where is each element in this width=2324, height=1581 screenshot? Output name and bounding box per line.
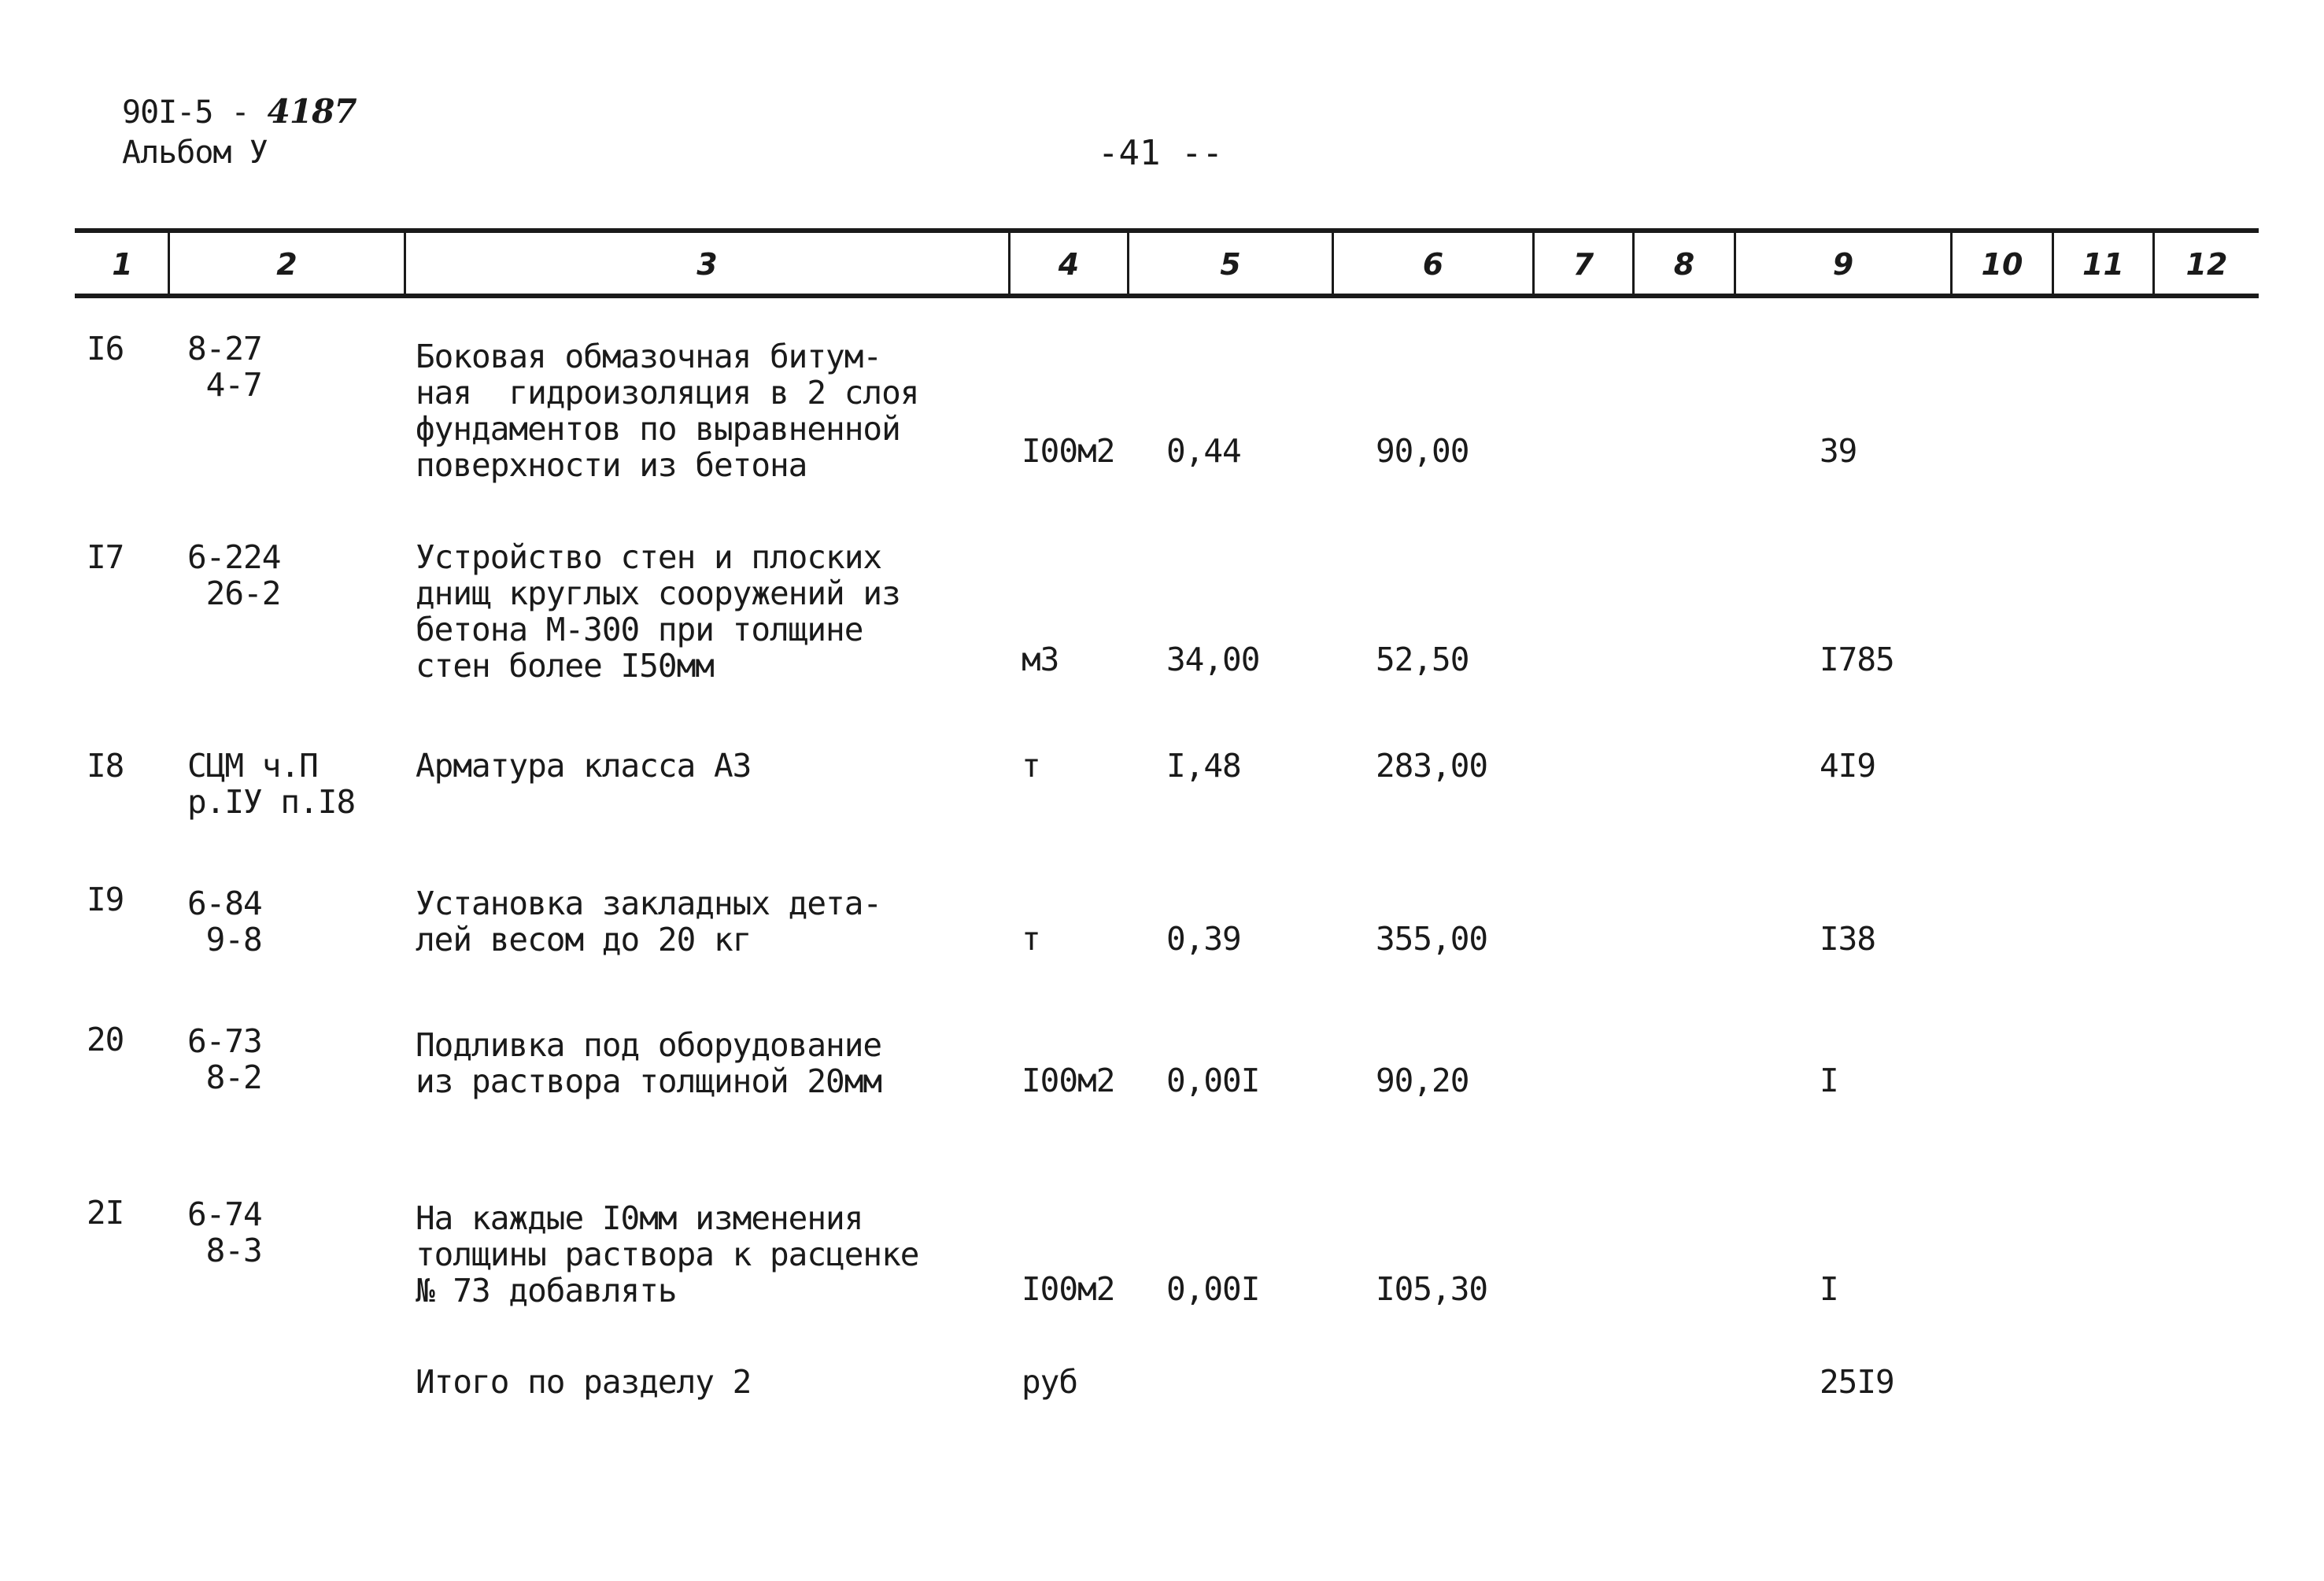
row-number: 2I	[87, 1194, 124, 1232]
row-code: 6-84 9-8	[187, 885, 262, 959]
row-description: Арматура класса А3	[416, 747, 752, 785]
row-code: 6-74 8-3	[187, 1195, 262, 1269]
table-header-bottom-rule	[75, 294, 2259, 298]
row-price: 283,00	[1376, 747, 1488, 785]
row-quantity: 0,44	[1166, 432, 1241, 470]
row-unit: I00м2	[1022, 1270, 1115, 1308]
table-top-rule	[75, 228, 2259, 233]
row-unit: т	[1022, 920, 1040, 958]
row-number: I8	[87, 747, 124, 785]
summary-label: Итого по разделу 2	[416, 1363, 752, 1401]
row-total: 4I9	[1820, 747, 1876, 785]
row-price: 90,00	[1376, 432, 1469, 470]
row-price: 90,20	[1376, 1062, 1469, 1099]
row-price: 355,00	[1376, 920, 1488, 958]
row-description: Установка закладных дета- лей весом до 20 кг	[416, 885, 882, 959]
summary-total: 25I9	[1820, 1363, 1894, 1401]
row-total: I785	[1820, 641, 1894, 678]
column-number-10: 10	[1981, 247, 2023, 282]
row-description: На каждые I0мм изменения толщины раствора к расценке № 73 добавлять	[416, 1199, 919, 1309]
row-unit: I00м2	[1022, 1062, 1115, 1099]
column-number-9: 9	[1832, 247, 1854, 282]
column-number-1: 1	[112, 247, 133, 282]
column-number-12: 12	[2185, 247, 2228, 282]
row-number: I7	[87, 538, 124, 576]
row-quantity: 0,39	[1166, 920, 1241, 958]
summary-unit: руб	[1022, 1363, 1078, 1401]
column-number-5: 5	[1220, 247, 1241, 282]
column-number-2: 2	[276, 247, 297, 282]
row-number: I6	[87, 330, 124, 368]
column-number-3: 3	[696, 247, 718, 282]
row-quantity: 34,00	[1166, 641, 1260, 678]
row-code: 6-224 26-2	[187, 538, 281, 612]
row-quantity: 0,00I	[1166, 1270, 1260, 1308]
document-code	[122, 93, 357, 131]
row-unit: т	[1022, 747, 1040, 785]
row-total: I	[1820, 1270, 1838, 1308]
row-number: 20	[87, 1021, 124, 1058]
column-number-4: 4	[1058, 247, 1080, 282]
column-number-7: 7	[1572, 247, 1594, 282]
row-unit: м3	[1022, 641, 1059, 678]
row-quantity: I,48	[1166, 747, 1241, 785]
row-price: I05,30	[1376, 1270, 1488, 1308]
row-total: I	[1820, 1062, 1838, 1099]
column-number-11: 11	[2082, 247, 2124, 282]
row-quantity: 0,00I	[1166, 1062, 1260, 1099]
row-code: 6-73 8-2	[187, 1022, 262, 1096]
document-code-printed: 90I-5 -	[122, 94, 249, 131]
row-code: СЦМ ч.П р.IУ п.I8	[187, 747, 356, 821]
row-total: 39	[1820, 432, 1857, 470]
document-code-handwritten: 4187	[267, 92, 357, 131]
album-label: Альбом У	[122, 135, 268, 171]
row-description: Устройство стен и плоских днищ круглых сооружений из бетона М-300 при толщине стен более I50мм	[416, 538, 900, 685]
row-number: I9	[87, 881, 124, 918]
row-description: Боковая обмазочная битум- ная гидроизоляция в 2 слоя фундаментов по выравненной поверхности из бетона	[416, 338, 919, 484]
row-description: Подливка под оборудование из раствора толщиной 20мм	[416, 1026, 882, 1100]
row-code: 8-27 4-7	[187, 330, 262, 404]
column-number-6: 6	[1422, 247, 1444, 282]
column-number-8: 8	[1673, 247, 1695, 282]
page-number: -41 --	[1098, 133, 1223, 173]
row-price: 52,50	[1376, 641, 1469, 678]
row-total: I38	[1820, 920, 1876, 958]
row-unit: I00м2	[1022, 432, 1115, 470]
